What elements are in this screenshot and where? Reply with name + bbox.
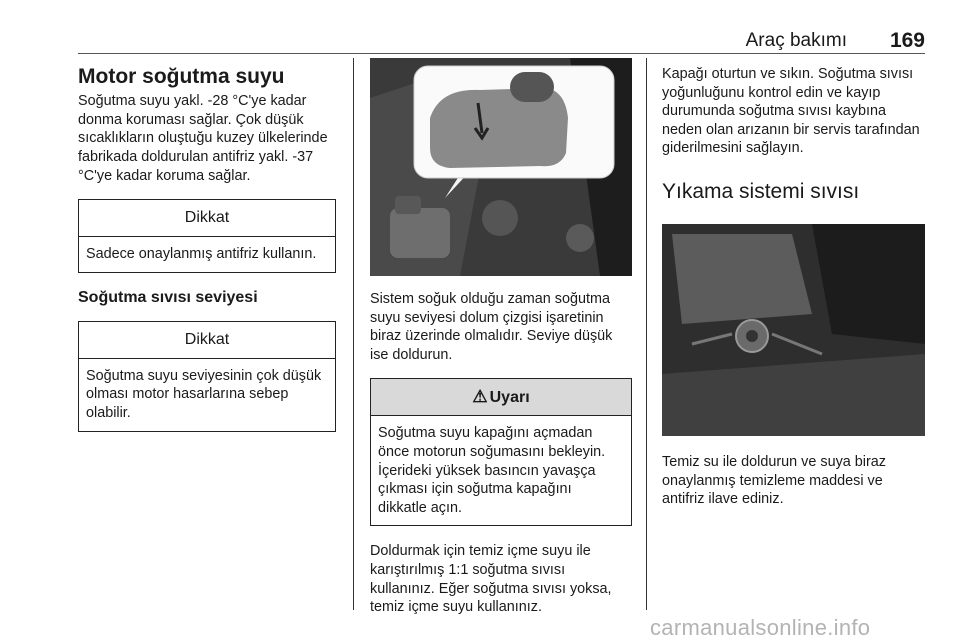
notice-heading: Dikkat <box>79 322 335 359</box>
section-title: Araç bakımı <box>745 30 847 51</box>
subsection-heading: Soğutma sıvısı seviyesi <box>78 288 258 306</box>
notice-heading: Dikkat <box>79 200 335 237</box>
coolant-reservoir-image <box>370 58 632 276</box>
column-3 <box>662 58 925 509</box>
image-caption: Sistem soğuk olduğu zaman soğutma suyu seviyesi dolum çizgisi işaretinin biraz üzerinde olmalıdır. Seviye düşük ise doldurun. <box>370 291 613 363</box>
intro-paragraph: Soğutma suyu yakl. -28 °C'ye kadar donma koruması sağlar. Çok düşük sıcaklıkların oluştuğu kuzey ülkelerinde fabrikada doldurulan antifriz yakl. -37 °C'ye kadar koruma sağlar. <box>78 93 328 184</box>
notice-box <box>78 199 336 273</box>
warning-label: Uyarı <box>489 389 530 407</box>
notice-box <box>78 321 336 432</box>
notice-text: Sadece onaylanmış antifriz kullanın. <box>86 246 317 263</box>
header-divider <box>78 53 925 54</box>
warning-heading <box>371 379 631 416</box>
column-divider <box>353 58 354 610</box>
notice-text: Soğutma suyu seviyesinin çok düşük olması motor hasarlarına sebep olabilir. <box>86 367 322 421</box>
column-2 <box>370 58 632 617</box>
fill-instructions: Doldurmak için temiz içme suyu ile karıştırılmış 1:1 soğutma sıvısı kullanınız. Eğer soğutma sıvısı yoksa, temiz içme suyu kullanınız. <box>370 543 612 616</box>
column-divider <box>646 58 647 610</box>
warning-text: Soğutma suyu kapağını açmadan önce motorun soğumasını bekleyin. İçerideki yüksek basıncın yavaşça çıkması için soğutma kapağını dikkatle açın. <box>378 425 606 516</box>
page-header <box>78 30 925 54</box>
coolant-paragraph: Kapağı oturtun ve sıkın. Soğutma sıvısı yoğunluğunu kontrol edin ve kayıp durumunda soğutma sıvısı kaybına neden olan arızanın bir servis tarafından giderilmesini sağlayın. <box>662 66 920 157</box>
section-heading: Yıkama sistemi sıvısı <box>662 179 860 203</box>
warning-icon: ⚠ <box>472 387 488 407</box>
warning-box <box>370 378 632 526</box>
watermark: carmanualsonline.info <box>650 615 871 640</box>
washer-paragraph: Temiz su ile doldurun ve suya biraz onaylanmış temizleme maddesi ve antifriz ilave ediniz. <box>662 453 886 508</box>
column-1 <box>78 58 336 448</box>
washer-fluid-image <box>662 224 925 436</box>
page-number: 169 <box>889 29 925 52</box>
section-heading: Motor soğutma suyu <box>78 65 285 88</box>
